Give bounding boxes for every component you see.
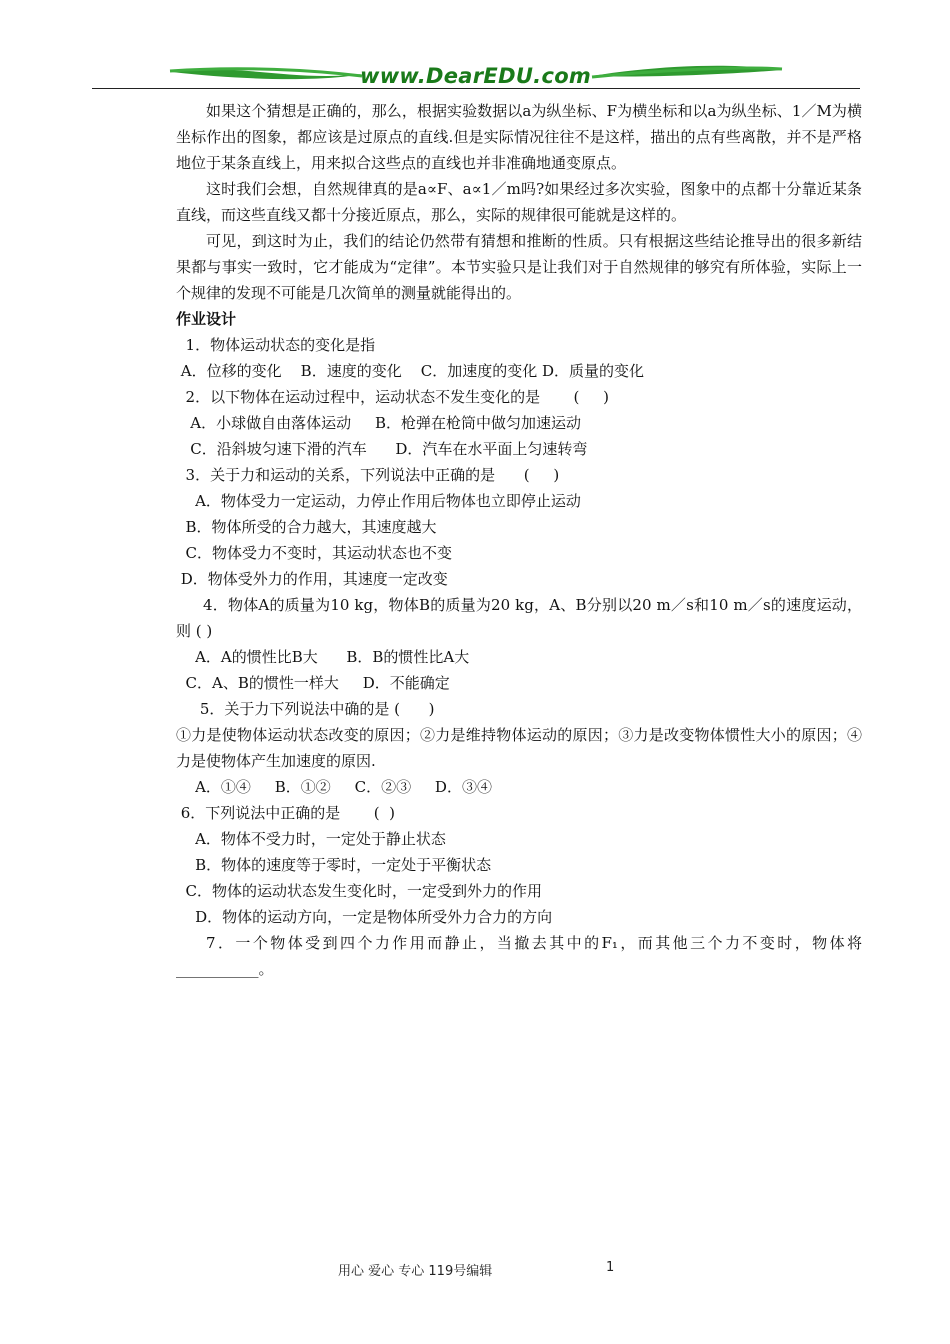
question-5-options: A．①④ B．①② C．②③ D．③④ (176, 778, 492, 796)
paragraph-1: 如果这个猜想是正确的，那么，根据实验数据以a为纵坐标、F为横坐标和以a为纵坐标、1／M为横坐标作出的图象，都应该是过原点的直线.但是实际情况往往不是这样，描出的点有些离散，并不是严格地位于某条直线上，用来拟合这些点的直线也并非准确地通变原点。 (176, 102, 862, 172)
question-1-options: A．位移的变化 B．速度的变化 C．加速度的变化 D．质量的变化 (176, 362, 645, 380)
site-logo-text[interactable]: www.DearEDU.com (360, 64, 592, 88)
question-6-option-d: D．物体的运动方向，一定是物体所受外力合力的方向 (176, 908, 553, 926)
question-1-stem: 1．物体运动状态的变化是指 (176, 336, 376, 354)
question-6-option-c: C．物体的运动状态发生变化时，一定受到外力的作用 (176, 882, 543, 900)
question-3-option-c: C．物体受力不变时，其运动状态也不变 (176, 544, 453, 562)
question-6-stem: 6．下列说法中正确的是 ( ) (176, 804, 395, 822)
page-number: 1 (606, 1260, 615, 1275)
question-3-option-a: A．物体受力一定运动，力停止作用后物体也立即停止运动 (176, 492, 581, 510)
question-2-options-cd: C．沿斜坡匀速下滑的汽车 D．汽车在水平面上匀速转弯 (176, 440, 588, 458)
question-7-stem: 7．一个物体受到四个力作用而静止，当撤去其中的F₁，而其他三个力不变时，物体将___________。 (176, 934, 862, 978)
question-5-body: ①力是使物体运动状态改变的原因；②力是维持物体运动的原因；③力是改变物体惯性大小的原因；④力是使物体产生加速度的原因. (176, 726, 862, 770)
question-3-stem: 3．关于力和运动的关系，下列说法中正确的是 ( ) (176, 466, 560, 484)
homework-heading: 作业设计 (176, 310, 237, 328)
question-6-option-a: A．物体不受力时，一定处于静止状态 (176, 830, 446, 848)
question-3-option-d: D．物体受外力的作用，其速度一定改变 (176, 570, 448, 588)
question-2-options-ab: A．小球做自由落体运动 B．枪弹在枪筒中做匀加速运动 (176, 414, 582, 432)
question-3-option-b: B．物体所受的合力越大，其速度越大 (176, 518, 437, 536)
question-6-option-b: B．物体的速度等于零时，一定处于平衡状态 (176, 856, 492, 874)
question-4-options-ab: A．A的惯性比B大 B．B的惯性比A大 (176, 648, 470, 666)
paragraph-2: 这时我们会想，自然规律真的是a∝F、a∝1／m吗?如果经过多次实验，图象中的点都十分靠近某条直线，而这些直线又都十分接近原点，那么，实际的规律很可能就是这样的。 (176, 180, 862, 224)
question-5-stem: 5．关于力下列说法中确的是 ( ) (176, 700, 435, 718)
question-2-stem: 2．以下物体在运动过程中，运动状态不发生变化的是 ( ) (176, 388, 610, 406)
document-body (176, 98, 862, 982)
header-divider (92, 88, 860, 89)
page-footer-text: 用心 爱心 专心 119号编辑 (338, 1264, 493, 1279)
paragraph-3: 可见，到这时为止，我们的结论仍然带有猜想和推断的性质。只有根据这些结论推导出的很多新结果都与事实一致时，它才能成为“定律”。本节实验只是让我们对于自然规律的够究有所体验，实际上一个规律的发现不可能是几次简单的测量就能得出的。 (176, 232, 862, 302)
question-4-options-cd: C．A、B的惯性一样大 D．不能确定 (176, 674, 450, 692)
question-4-stem: 4．物体A的质量为10 kg，物体B的质量为20 kg，A、B分别以20 m／s和10 m／s的速度运动，则 ( ) (176, 596, 862, 640)
